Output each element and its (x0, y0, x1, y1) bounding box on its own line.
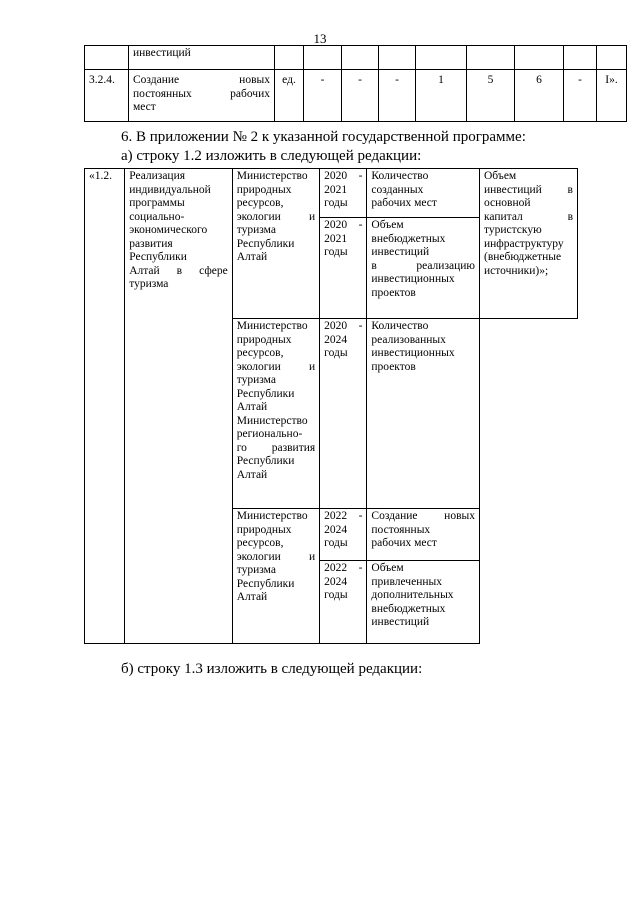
period-cell: 2020 - 2021 годы (320, 218, 367, 319)
row-number: 3.2.4. (85, 70, 129, 122)
top-table (84, 45, 627, 122)
value-cell: I». (597, 70, 627, 122)
event-name: Реализация индивидуальной программы социально- экономического развития Республики Алтай в сфере туризма (125, 169, 233, 644)
value-cell: - (342, 70, 379, 122)
value-cell: - (564, 70, 597, 122)
table-row (480, 169, 578, 319)
table-row (85, 46, 627, 70)
executor-cell: Министерство природных ресурсов, экологии и туризма Республики Алтай Министерство регионально- го развития Республики Алтай (232, 319, 319, 509)
indicator-cell: Количество созданных рабочих мест (367, 169, 480, 218)
executor-cell: Министерство природных ресурсов, экологии и туризма Республики Алтай (232, 169, 319, 319)
paragraph-b: б) строку 1.3 изложить в следующей редакции: (121, 661, 423, 677)
value-cell: 5 (467, 70, 515, 122)
indicator-cell: Объем внебюджетных инвестиций в реализацию инвестиционных проектов (367, 218, 480, 319)
indicator-cell: Создание новых постоянных рабочих мест (367, 509, 480, 561)
period-cell: 2022 - 2024 годы (320, 509, 367, 561)
page-number: 13 (313, 31, 327, 46)
result-cell: Объем инвестиций в основной капитал в туристскую инфраструктуру (внебюджетные источники)»; (480, 169, 578, 319)
value-cell: 1 (416, 70, 467, 122)
period-cell: 2020 - 2024 годы (320, 319, 367, 509)
indicator-cell: Количество реализованных инвестиционных проектов (367, 319, 480, 509)
period-cell: 2022 - 2024 годы (320, 561, 367, 644)
executor-cell: Министерство природных ресурсов, экологии и туризма Республики Алтай (232, 509, 319, 644)
paragraph-6: 6. В приложении № 2 к указанной государственной программе: (121, 129, 526, 145)
result-table (479, 168, 578, 319)
period-cell: 2020 - 2021 годы (320, 169, 367, 218)
paragraph-a: а) строку 1.2 изложить в следующей редакции: (121, 148, 422, 164)
table-row (85, 169, 480, 218)
indicator-name: Создание новых постоянных рабочих мест (129, 70, 275, 122)
main-table (84, 168, 480, 644)
value-cell: - (304, 70, 342, 122)
value-cell: - (379, 70, 416, 122)
value-cell: 6 (515, 70, 564, 122)
row-label: инвестиций (129, 46, 275, 70)
table-row (85, 70, 627, 122)
indicator-cell: Объем привлеченных дополнительных внебюджетных инвестиций (367, 561, 480, 644)
unit: ед. (275, 70, 304, 122)
row-number: «1.2. (85, 169, 125, 644)
